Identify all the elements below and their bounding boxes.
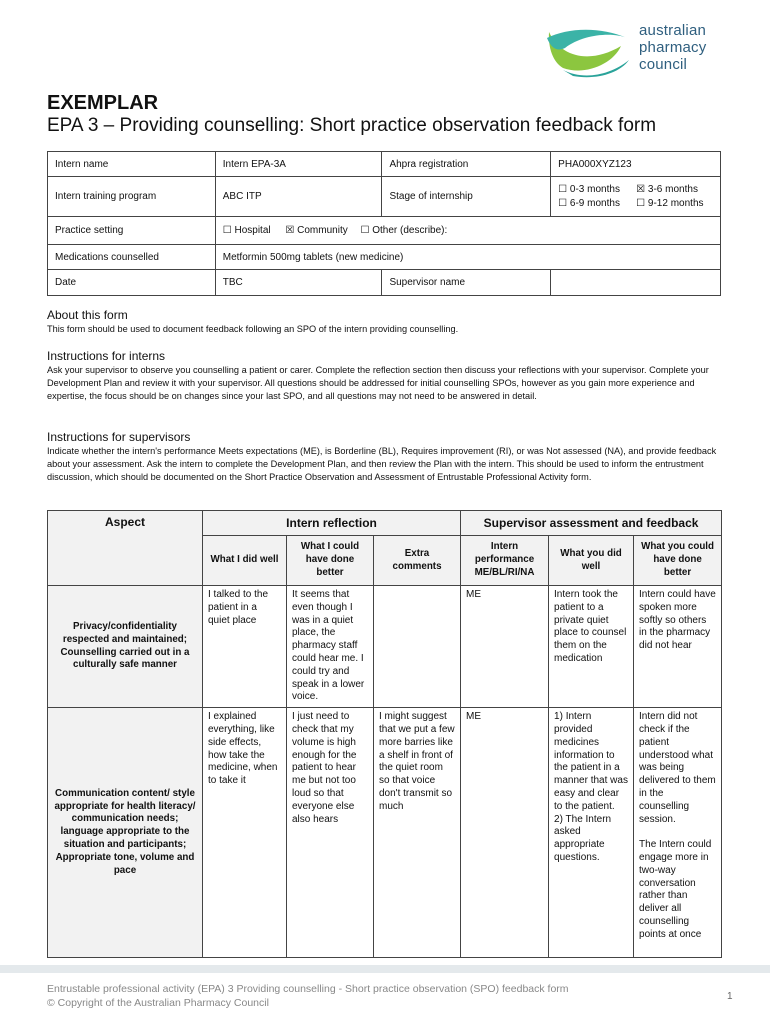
program-value[interactable]: ABC ITP: [215, 177, 382, 217]
col-could-better: What I could have done better: [287, 536, 374, 586]
you-could-better-cell[interactable]: Intern could have spoken more softly so others in the pharmacy did not hear: [634, 586, 722, 708]
date-label: Date: [48, 270, 216, 296]
intern-name-value[interactable]: Intern EPA-3A: [215, 152, 382, 177]
logo-swoosh-teal: [547, 30, 627, 50]
setting-label: Practice setting: [48, 217, 216, 245]
page-number: 1: [727, 991, 733, 1002]
could-better-cell[interactable]: I just need to check that my volume is high enough for the patient to hear me but not too loud so that everyone else also hears: [287, 708, 374, 958]
logo-line-3: council: [639, 56, 688, 73]
you-could-better-cell[interactable]: Intern did not check if the patient understood what was being delivered to them in the counselling session. The Intern could engage more in two-way conversation rather than deliver all counselling points at once: [634, 708, 722, 958]
about-heading: About this form: [47, 308, 128, 322]
supervisor-value[interactable]: [551, 270, 721, 296]
table-row: [48, 586, 722, 708]
meds-label: Medications counselled: [48, 245, 216, 270]
interns-heading: Instructions for interns: [47, 349, 166, 363]
about-body: This form should be used to document feedback following an SPO of the intern providing counselling.: [47, 324, 459, 334]
reflection-header: Intern reflection: [203, 511, 461, 536]
col-you-could-better: What you could have done better: [634, 536, 722, 586]
meds-value[interactable]: Metformin 500mg tablets (new medicine): [215, 245, 720, 270]
intern-name-label: Intern name: [48, 152, 216, 177]
aspect-cell: Privacy/confidentiality respected and maintained; Counselling carried out in a culturally safe manner: [48, 586, 203, 708]
stage-label: Stage of internship: [382, 177, 551, 217]
footer-line-2: © Copyright of the Australian Pharmacy Council: [47, 997, 269, 1009]
program-label: Intern training program: [48, 177, 216, 217]
assessment-header: Supervisor assessment and feedback: [461, 511, 722, 536]
interns-body: Ask your supervisor to observe you counselling a patient or carer. Complete the reflection section then discuss your reflections with your supervisor. Complete your Development Plan and review it with your supervisor. All questions should be addressed for initial counselling SPOs, however as you gain more experience and expertise, the focus should be on changes since your last SPO, and all questions may not need to be answered in detail.: [47, 365, 709, 401]
assessment-table: [47, 510, 722, 958]
you-did-well-cell[interactable]: 1) Intern provided medicines information to the patient in a manner that was easy and clear to the patient. 2) The Intern asked appropriate questions.: [549, 708, 634, 958]
footer: [47, 982, 569, 1010]
col-extra: Extra comments: [374, 536, 461, 586]
logo-line-2: pharmacy: [639, 39, 707, 56]
footer-divider: [0, 965, 770, 973]
stage-checkbox-0-3[interactable]: ☐ 0-3 months: [558, 183, 620, 195]
stage-checkbox-6-9[interactable]: ☐ 6-9 months: [558, 197, 620, 209]
stage-checkbox-3-6[interactable]: ☒ 3-6 months: [636, 183, 698, 195]
supervisors-heading: Instructions for supervisors: [47, 430, 191, 444]
ahpra-label: Ahpra registration: [382, 152, 551, 177]
stage-options: [551, 177, 721, 217]
col-you-did-well: What you did well: [549, 536, 634, 586]
intern-details-table: [47, 151, 721, 296]
setting-options: [215, 217, 720, 245]
extra-cell[interactable]: [374, 586, 461, 708]
stage-checkbox-9-12[interactable]: ☐ 9-12 months: [636, 197, 704, 209]
exemplar-label: EXEMPLAR: [47, 92, 159, 114]
extra-cell[interactable]: I might suggest that we put a few more barries like a shelf in front of the quiet room so that voice don't transmit so much: [374, 708, 461, 958]
performance-cell[interactable]: ME: [461, 708, 549, 958]
setting-checkbox-community[interactable]: ☒ Community: [285, 225, 348, 236]
logo-line-1: australian: [639, 22, 707, 39]
aspect-cell: Communication content/ style appropriate for health literacy/ communication needs; language appropriate to the situation and participants; Appropriate tone, volume and pace: [48, 708, 203, 958]
you-did-well-cell[interactable]: Intern took the patient to a private quiet place to counsel them on the medication: [549, 586, 634, 708]
supervisors-body: Indicate whether the intern's performance Meets expectations (ME), is Borderline (BL), Requires improvement (RI), or was Not assessed (NA), and provide feedback about your assessment. Ask the intern to complete the Development Plan, and then review the Plan with the intern. This should be used to inform the entrustment discussion, which should be documented on the Short Practice Observation and Assessment of Entrustable Professional Activity form.: [47, 446, 717, 482]
col-performance: Intern performance ME/BL/RI/NA: [461, 536, 549, 586]
page-title: EPA 3 – Providing counselling: Short practice observation feedback form: [47, 115, 657, 136]
could-better-cell[interactable]: It seems that even though I was in a quiet place, the pharmacy staff could hear me. I could try and speak in a lower voice.: [287, 586, 374, 708]
apc-logo-text: [639, 22, 706, 73]
supervisor-label: Supervisor name: [382, 270, 551, 296]
did-well-cell[interactable]: I explained everything, like side effects, how take the medicine, when to take it: [203, 708, 287, 958]
table-row: [48, 708, 722, 958]
footer-line-1: Entrustable professional activity (EPA) 3 Providing counselling - Short practice observation (SPO) feedback form: [47, 983, 569, 995]
date-value[interactable]: TBC: [215, 270, 382, 296]
setting-checkbox-hospital[interactable]: ☐ Hospital: [222, 225, 271, 236]
did-well-cell[interactable]: I talked to the patient in a quiet place: [203, 586, 287, 708]
ahpra-value[interactable]: PHA000XYZ123: [551, 152, 721, 177]
performance-cell[interactable]: ME: [461, 586, 549, 708]
setting-checkbox-other[interactable]: ☐ Other (describe):: [360, 225, 448, 236]
aspect-header: Aspect: [48, 511, 203, 586]
col-did-well: What I did well: [203, 536, 287, 586]
